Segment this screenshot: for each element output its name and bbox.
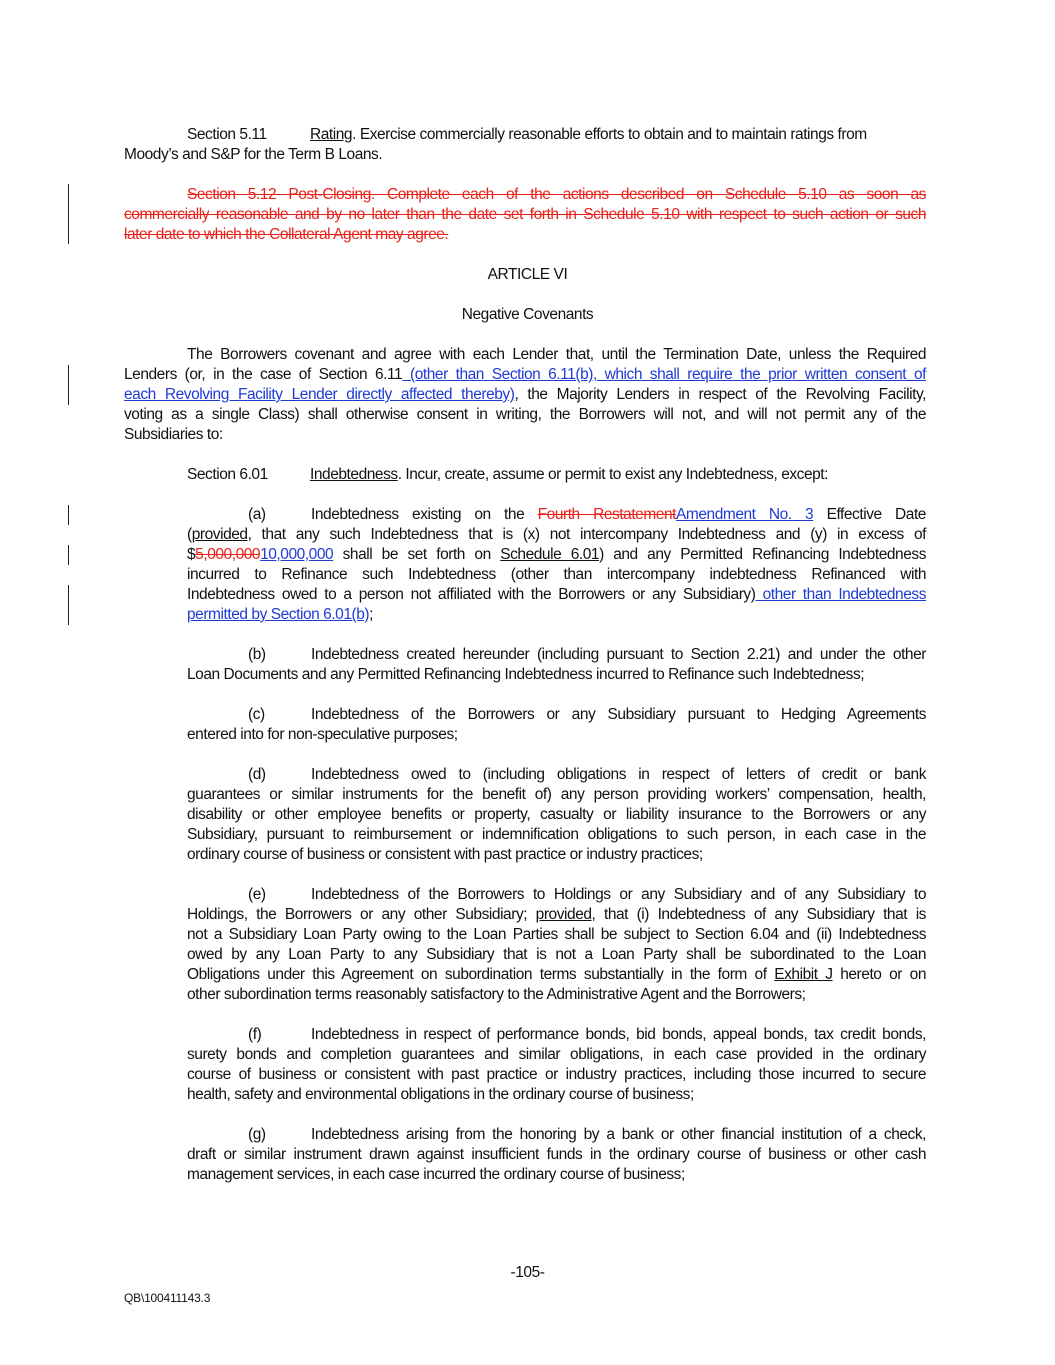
- item-e-line-2: Holdings, the Borrowers or any other Subsidiary; provided, that (i) Indebtedness of any Subsidiary that is: [187, 906, 926, 923]
- section-title: Indebtedness: [310, 466, 398, 483]
- item-d-line-5: ordinary course of business or consistent with past practice or industry practices;: [187, 846, 703, 863]
- item-a-line-6: permitted by Section 6.01(b);: [187, 606, 373, 623]
- section-5-11-line-2: Moody’s and S&P for the Term B Loans.: [124, 146, 383, 163]
- item-d-line-4: Subsidiary, pursuant to reimbursement or indemnification obligations to such person, in each case in the: [187, 826, 926, 843]
- item-d-line-1: Indebtedness owed to (including obligations in respect of letters of credit or bank: [311, 766, 926, 783]
- page-number: -105-: [510, 1264, 545, 1281]
- item-a-line-2: (provided, that any such Indebtedness that is (x) not intercompany Indebtedness and (y) in excess of: [187, 526, 926, 543]
- change-bar: [68, 505, 69, 525]
- item-f-line-4: health, safety and environmental obligations in the ordinary course of business;: [187, 1086, 694, 1103]
- item-d-line-2: guarantees or similar instruments for the benefit of) any person providing workers’ compensation, health,: [187, 786, 926, 803]
- item-a-line-5: Indebtedness owed to a person not affiliated with the Borrowers or any Subsidiary) other than Indebtedness: [187, 586, 926, 603]
- item-g-line-1: Indebtedness arising from the honoring by a bank or other financial institution of a check,: [311, 1126, 926, 1143]
- change-bar: [68, 365, 69, 405]
- change-bar: [68, 585, 69, 625]
- item-d-line-3: disability or other employee benefits or property, casualty or liability insurance to the Borrowers or any: [187, 806, 926, 823]
- section-5-12-line-1: Section 5.12 Post-Closing. Complete each of the actions described on Schedule 5.10 as soon as: [187, 186, 926, 203]
- section-title: Rating: [310, 126, 353, 143]
- intro-line-5: Subsidiaries to:: [124, 426, 223, 443]
- intro-line-3: each Revolving Facility Lender directly affected thereby), the Majority Lenders in respect of the Revolving Facility,: [124, 386, 926, 403]
- item-f-line-2: surety bonds and completion guarantees and similar obligations, in each case provided in the ordinary: [187, 1046, 926, 1063]
- item-c-label: (c): [248, 706, 265, 723]
- item-e-line-4: owed by any Loan Party to any Subsidiary that is not a Loan Party shall be subordinated to the Loan: [187, 946, 926, 963]
- section-5-12-line-2: commercially reasonable and by no later than the date set forth in Schedule 5.10 with respect to such action or such: [124, 206, 927, 223]
- item-e-line-1: Indebtedness of the Borrowers to Holdings or any Subsidiary and of any Subsidiary to: [311, 886, 926, 903]
- item-g-line-2: draft or similar instrument drawn against insufficient funds in the ordinary course of business or other cash: [187, 1146, 926, 1163]
- section-5-12-line-3: later date to which the Collateral Agent may agree.: [124, 226, 449, 243]
- document-id: QB\100411143.3: [124, 1291, 211, 1305]
- item-a-label: (a): [248, 506, 266, 523]
- item-e-label: (e): [248, 886, 266, 903]
- item-a-line-1: Indebtedness existing on the Fourth RestatementAmendment No. 3 Effective Date: [311, 506, 926, 523]
- intro-line-4: voting as a single Class) shall otherwise consent in writing, the Borrowers will not, and will not permit any of the: [124, 406, 926, 423]
- article-subheading: Negative Covenants: [461, 306, 594, 323]
- item-b-line-1: Indebtedness created hereunder (including pursuant to Section 2.21) and under the other: [311, 646, 926, 663]
- item-e-line-6: other subordination terms reasonably satisfactory to the Administrative Agent and the Borrowers;: [187, 986, 806, 1003]
- item-f-line-3: course of business or consistent with past practice or industry practices, including those incurred to secure: [187, 1066, 926, 1083]
- section-6-01-heading: Section 6.01 Indebtedness. Incur, create, assume or permit to exist any Indebtedness, except:: [187, 466, 829, 483]
- item-g-line-3: management services, in each case incurred the ordinary course of business;: [187, 1166, 685, 1183]
- item-b-label: (b): [248, 646, 266, 663]
- item-b-line-2: Loan Documents and any Permitted Refinancing Indebtedness incurred to Refinance such Indebtedness;: [187, 666, 865, 683]
- intro-line-1: The Borrowers covenant and agree with each Lender that, until the Termination Date, unless the Required: [187, 346, 926, 363]
- section-number: Section 6.01: [187, 466, 268, 483]
- change-bar: [68, 545, 69, 565]
- item-a-line-3: $5,000,00010,000,000 shall be set forth on Schedule 6.01) and any Permitted Refinancing Indebtedness: [187, 546, 926, 563]
- section-number: Section 5.11: [187, 126, 267, 143]
- item-f-line-1: Indebtedness in respect of performance bonds, bid bonds, appeal bonds, tax credit bonds,: [311, 1026, 926, 1043]
- item-a-line-4: incurred to Refinance such Indebtedness (other than intercompany indebtedness Refinanced with: [187, 566, 926, 583]
- item-d-label: (d): [248, 766, 266, 783]
- item-g-label: (g): [248, 1126, 266, 1143]
- item-c-line-1: Indebtedness of the Borrowers or any Subsidiary pursuant to Hedging Agreements: [311, 706, 926, 723]
- item-c-line-2: entered into for non-speculative purposes;: [187, 726, 458, 743]
- change-bar: [68, 184, 69, 244]
- item-e-line-3: not a Subsidiary Loan Party owing to the Loan Parties shall be subject to Section 6.04 and (ii) Indebtedness: [187, 926, 926, 943]
- intro-line-2: Lenders (or, in the case of Section 6.11 (other than Section 6.11(b), which shall require the prior written consent of: [124, 366, 926, 383]
- article-heading: ARTICLE VI: [487, 266, 568, 283]
- item-e-line-5: Obligations under this Agreement on subordination terms substantially in the form of Exhibit J hereto or on: [187, 966, 927, 983]
- section-5-11-line-1: Section 5.11 Rating. Exercise commercially reasonable efforts to obtain and to maintain ratings from: [187, 126, 867, 143]
- item-f-label: (f): [248, 1026, 262, 1043]
